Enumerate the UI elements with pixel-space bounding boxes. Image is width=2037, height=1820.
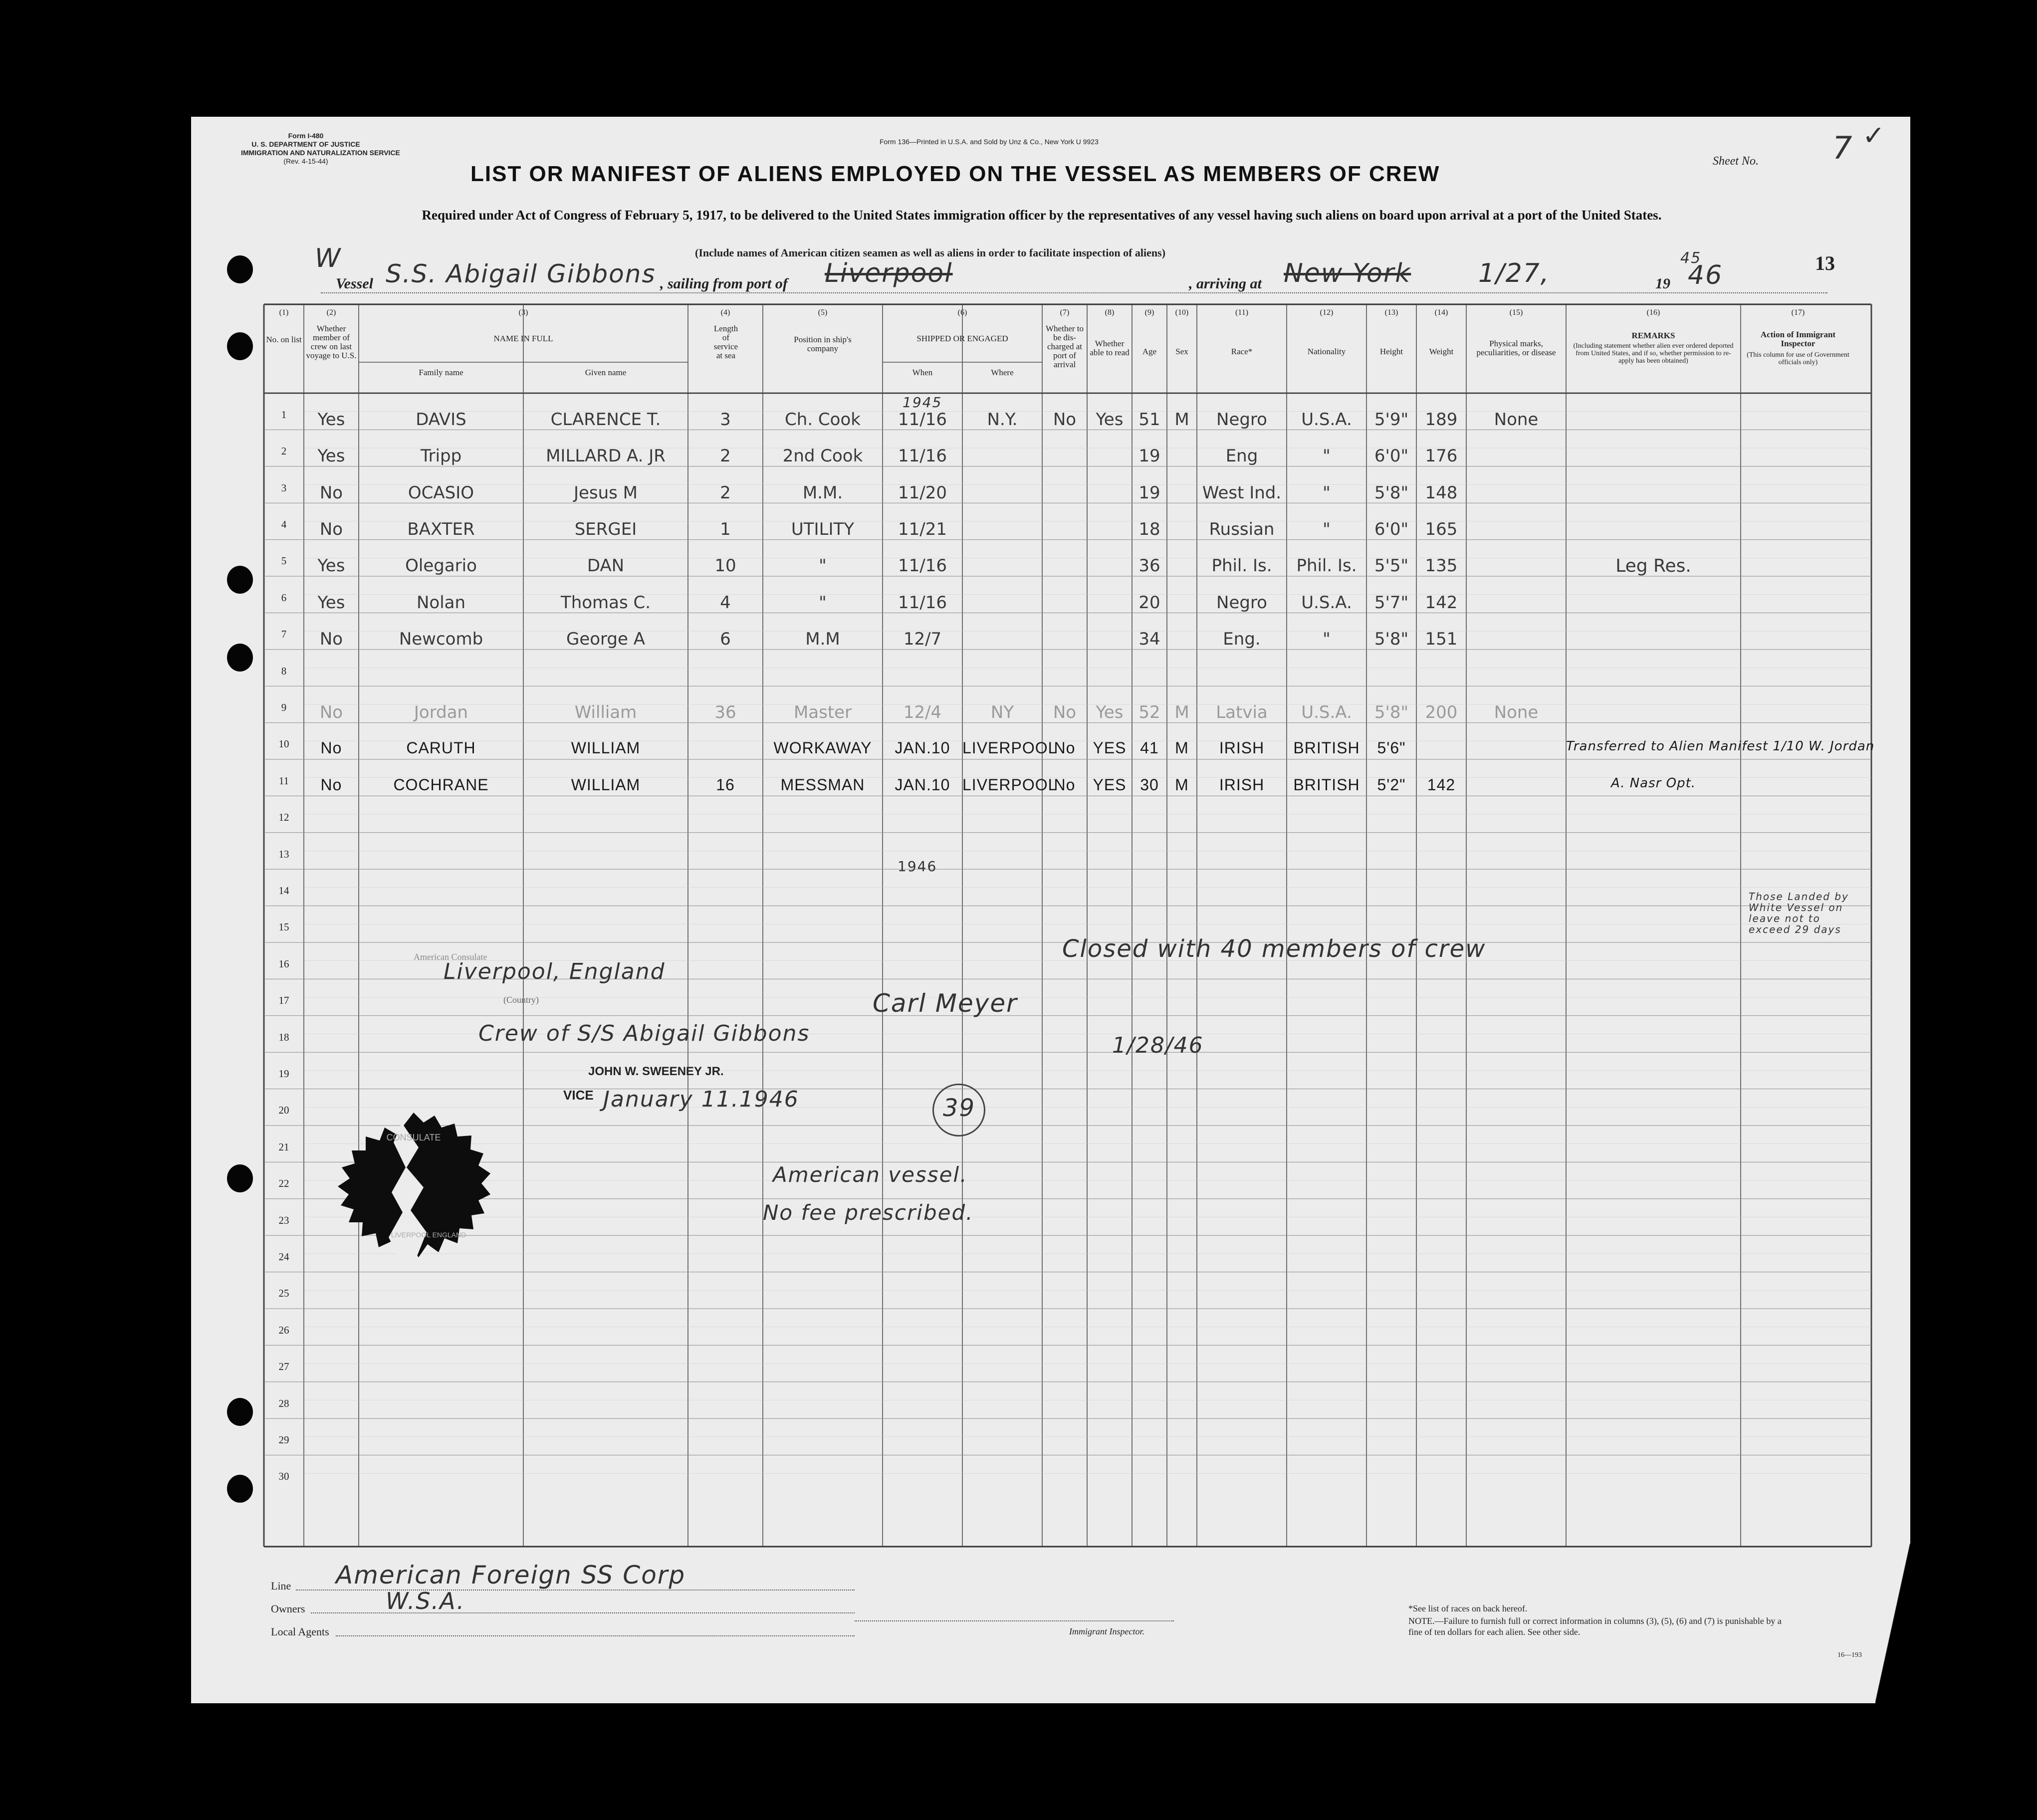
sailing-label: , sailing from port of	[660, 275, 788, 292]
col-1-head: No. on list	[266, 335, 302, 344]
punch-hole	[227, 1398, 253, 1426]
form-number: Form I-480	[288, 132, 324, 140]
cell-weight: 200	[1425, 702, 1458, 722]
cell-when: JAN.10	[895, 775, 950, 794]
col-14-num: (14)	[1434, 308, 1448, 317]
year-note-1946: 1946	[898, 858, 937, 875]
cell-height: 5'7"	[1374, 592, 1409, 613]
cell-prev: No	[319, 629, 343, 650]
col-3-family: Family name	[419, 368, 463, 377]
circled-count-text: 39	[943, 1094, 976, 1122]
row-number: 4	[281, 518, 287, 530]
cell-read: Yes	[1096, 409, 1124, 430]
col-17-head: Action of Immigrant Inspector	[1760, 330, 1836, 348]
row-number: 10	[278, 738, 289, 750]
agents-rule	[336, 1635, 855, 1636]
cell-age: 52	[1138, 702, 1160, 722]
vessel-mark: W	[315, 243, 342, 273]
row-number: 15	[278, 921, 289, 933]
cell-position: 2nd Cook	[782, 446, 863, 466]
cell-race: Latvia	[1216, 702, 1268, 722]
penalty-note: NOTE.—Failure to furnish full or correct information in columns (3), (5), (6) and (7) is punishable by a fine of ten dollars for each alien. See other side.	[1408, 1616, 1782, 1637]
vessel-label: Vessel	[336, 275, 373, 292]
cell-position: WORKAWAY	[773, 739, 872, 757]
cell-where: LIVERPOOL	[962, 739, 1058, 757]
cell-height: 5'2"	[1377, 775, 1406, 794]
col-8-num: (8)	[1105, 308, 1115, 317]
races-note: *See list of races on back hereof.	[1408, 1603, 1528, 1613]
cell-age: 34	[1138, 629, 1160, 650]
cell-position: Master	[793, 702, 852, 722]
cell-family: Olegario	[405, 556, 477, 576]
col-6-when: When	[912, 368, 933, 377]
cell-position: Ch. Cook	[785, 409, 861, 430]
cell-given: William	[574, 702, 637, 722]
row-number: 28	[278, 1397, 289, 1409]
cell-read: Yes	[1096, 702, 1124, 722]
cell-weight: 135	[1425, 556, 1458, 576]
cell-nationality: "	[1323, 482, 1331, 503]
col-17-num: (17)	[1791, 308, 1805, 317]
manifest-page	[191, 117, 1910, 1703]
cell-race: IRISH	[1219, 775, 1265, 794]
col-13-head: Height	[1379, 347, 1403, 356]
cell-age: 18	[1138, 519, 1160, 539]
cell-age: 51	[1138, 409, 1160, 430]
cell-position: "	[819, 556, 827, 576]
cell-service: 2	[720, 446, 731, 466]
cell-sex: M	[1175, 775, 1189, 794]
col-16-sub: (Including statement whether alien ever ordered deported from United States, and if so, whether permission to re-apply has been obtained)	[1573, 342, 1734, 365]
liverpool-england: Liverpool, England	[444, 959, 666, 984]
col-1-num: (1)	[279, 308, 289, 317]
cell-family: BAXTER	[407, 519, 475, 539]
crew-table	[264, 304, 1875, 1547]
cell-age: 19	[1138, 446, 1160, 466]
row-number: 14	[278, 884, 289, 897]
row-number: 2	[281, 445, 287, 457]
row-number: 24	[278, 1250, 289, 1263]
col-5-num: (5)	[818, 308, 828, 317]
col-2-num: (2)	[326, 308, 336, 317]
year-printed: 19	[1655, 275, 1670, 292]
master-line: Crew of S/S Abigail Gibbons	[478, 1021, 810, 1046]
cell-discharged: No	[1053, 409, 1077, 430]
col-14-head: Weight	[1429, 347, 1454, 356]
col-6-num: (6)	[957, 308, 967, 317]
cell-when: 11/16	[898, 409, 947, 430]
year-struck: 45	[1680, 249, 1702, 267]
form-revision: (Rev. 4-15-44)	[283, 157, 328, 165]
cell-when: 11/20	[898, 482, 947, 503]
cell-prev: No	[319, 482, 343, 503]
cell-position: "	[819, 592, 827, 613]
row-number: 20	[278, 1104, 289, 1117]
row-number: 3	[281, 481, 287, 494]
col-11-head: Race*	[1231, 347, 1253, 356]
cell-discharged: No	[1053, 702, 1077, 722]
col-7-head: Whether to be dis-charged at port of arrival	[1046, 324, 1084, 369]
col-9-head: Age	[1142, 347, 1157, 356]
col-4-head: Length of service at sea	[713, 324, 738, 360]
cell-position: MESSMAN	[780, 775, 865, 794]
cell-race: Negro	[1216, 409, 1267, 430]
form-ident	[241, 132, 400, 166]
line-label: Line	[271, 1580, 291, 1592]
year-note-1945: 1945	[903, 394, 942, 411]
row-number: 23	[278, 1214, 289, 1226]
cell-remarks: Transferred to Alien Manifest 1/10 W. Jordan	[1566, 739, 1875, 754]
cell-given: WILLIAM	[571, 739, 641, 757]
folded-corner	[1875, 1544, 1910, 1703]
arrival-date: 1/27,	[1478, 258, 1550, 288]
cell-age: 41	[1140, 739, 1159, 757]
consul-date: January 11.1946	[603, 1087, 799, 1112]
sheet-label: Sheet No.	[1713, 155, 1759, 168]
cell-prev: Yes	[317, 592, 345, 613]
consul-name: JOHN W. SWEENEY JR.	[588, 1065, 724, 1078]
cell-nationality: Phil. Is.	[1296, 556, 1357, 576]
cell-age: 20	[1138, 592, 1160, 613]
cell-given: DAN	[587, 556, 625, 576]
cell-service: 36	[714, 702, 736, 722]
line-rule	[296, 1590, 855, 1591]
row-number: 29	[278, 1433, 289, 1446]
col-10-num: (10)	[1175, 308, 1189, 317]
col-3-num: (3)	[518, 308, 528, 317]
row-number: 21	[278, 1140, 289, 1153]
cell-nationality: U.S.A.	[1301, 409, 1352, 430]
printer-note: Form 136—Printed in U.S.A. and Sold by Unz & Co., New York U 9923	[880, 138, 1099, 146]
cell-nationality: U.S.A.	[1301, 702, 1352, 722]
cell-marks: None	[1494, 409, 1539, 430]
cell-where: LIVERPOOL	[962, 775, 1058, 794]
cell-service: 3	[720, 409, 731, 430]
cell-position: M.M	[805, 629, 840, 650]
col-12-num: (12)	[1320, 308, 1334, 317]
cell-discharged: No	[1054, 775, 1076, 794]
row-number: 9	[281, 701, 287, 713]
cell-remarks: Leg Res.	[1615, 556, 1691, 577]
cell-weight: 148	[1425, 482, 1458, 503]
cell-position: M.M.	[802, 482, 843, 503]
cell-family: OCASIO	[408, 482, 474, 503]
col-15-num: (15)	[1509, 308, 1523, 317]
col-9-num: (9)	[1144, 308, 1154, 317]
cell-family: Jordan	[414, 702, 468, 722]
row-number: 11	[278, 774, 289, 787]
cell-sex: M	[1174, 702, 1189, 722]
form-title: LIST OR MANIFEST OF ALIENS EMPLOYED ON THE VESSEL AS MEMBERS OF CREW	[470, 162, 1440, 186]
col-16-head: REMARKS	[1631, 331, 1675, 340]
agents-label: Local Agents	[271, 1625, 329, 1638]
cell-race: Negro	[1216, 592, 1267, 613]
cell-given: Thomas C.	[560, 592, 651, 613]
cell-race: IRISH	[1219, 739, 1265, 757]
vessel-name: S.S. Abigail Gibbons	[386, 259, 656, 288]
cell-race: Eng.	[1223, 629, 1261, 650]
row-number: 16	[278, 957, 289, 970]
cell-service: 6	[720, 629, 731, 650]
cell-nationality: "	[1323, 629, 1331, 650]
cell-when: JAN.10	[895, 739, 950, 757]
row-number: 30	[278, 1470, 289, 1483]
cell-position: UTILITY	[791, 519, 855, 539]
form-department: U. S. DEPARTMENT OF JUSTICE	[251, 140, 360, 148]
no-fee-note: No fee prescribed.	[763, 1200, 974, 1225]
cell-family: Newcomb	[399, 629, 483, 650]
row-number: 5	[281, 555, 287, 567]
cell-family: CARUTH	[406, 739, 476, 757]
punch-hole	[227, 1164, 253, 1192]
cell-when: 11/21	[898, 519, 947, 539]
cell-weight: 142	[1425, 592, 1458, 613]
row-number: 25	[278, 1287, 289, 1300]
include-note: (Include names of American citizen seamen as well as aliens in order to facilitate inspection of aliens)	[695, 246, 1166, 259]
col-8-head: Whether able to read	[1090, 339, 1130, 357]
cell-service: 1	[720, 519, 731, 539]
cell-nationality: "	[1323, 446, 1331, 466]
cell-height: 5'9"	[1374, 409, 1409, 430]
cell-height: 6'0"	[1374, 519, 1409, 539]
col-3-head: NAME IN FULL	[493, 334, 553, 343]
row-number: 6	[281, 591, 287, 604]
col-7-num: (7)	[1060, 308, 1070, 317]
cell-remarks: A. Nasr Opt.	[1610, 775, 1696, 791]
cell-weight: 142	[1427, 775, 1456, 794]
cell-sex: M	[1175, 739, 1189, 757]
cell-race: Russian	[1209, 519, 1275, 539]
form-subtitle: Required under Act of Congress of February 5, 1917, to be delivered to the United States immigration officer by the representatives of any vessel having such aliens on board upon arrival at a port of the United States.	[422, 208, 1662, 223]
cell-prev: Yes	[317, 446, 345, 466]
col-15-head: Physical marks, peculiarities, or disease	[1476, 339, 1556, 357]
cell-prev: No	[319, 702, 343, 722]
inspector-rule	[855, 1620, 1174, 1621]
cell-weight: 189	[1425, 409, 1458, 430]
circled-count	[932, 1084, 985, 1137]
col-6-head: SHIPPED OR ENGAGED	[916, 334, 1008, 343]
seal-text-top: CONSULATE	[386, 1133, 441, 1142]
cell-height: 5'8"	[1374, 482, 1409, 503]
cell-service: 16	[716, 775, 735, 794]
cell-race: Eng	[1225, 446, 1258, 466]
cell-when: 12/7	[903, 629, 942, 650]
row-number: 8	[281, 665, 287, 677]
cell-height: 5'5"	[1374, 556, 1409, 576]
closed-note: Closed with 40 members of crew	[1062, 935, 1486, 963]
cell-family: Nolan	[416, 592, 466, 613]
cell-read: YES	[1093, 739, 1127, 757]
cell-service: 4	[720, 592, 731, 613]
cell-service: 2	[720, 482, 731, 503]
col-13-num: (13)	[1384, 308, 1398, 317]
cell-weight: 176	[1425, 446, 1458, 466]
row-number: 13	[278, 848, 289, 860]
cell-when: 11/16	[898, 556, 947, 576]
cell-prev: No	[320, 739, 342, 757]
cell-height: 5'8"	[1374, 702, 1409, 722]
col-6-where: Where	[991, 368, 1014, 377]
inspector-date: 1/28/46	[1112, 1033, 1204, 1058]
cell-when: 12/4	[903, 702, 942, 722]
cell-nationality: U.S.A.	[1301, 592, 1352, 613]
cell-prev: No	[319, 519, 343, 539]
col-3-given: Given name	[585, 368, 627, 377]
row-number: 17	[278, 994, 289, 1007]
col-10-head: Sex	[1175, 347, 1188, 356]
row-number: 12	[278, 811, 289, 824]
cell-nationality: BRITISH	[1293, 739, 1360, 757]
cell-age: 36	[1138, 556, 1160, 576]
line-value: American Foreign SS Corp	[336, 1561, 686, 1590]
col-12-head: Nationality	[1307, 347, 1346, 356]
cell-family: Tripp	[420, 446, 462, 466]
punch-hole	[227, 255, 253, 283]
sailing-port: Liverpool	[825, 258, 953, 288]
row-number: 27	[278, 1361, 289, 1373]
cell-read: YES	[1093, 775, 1127, 794]
cell-when: 11/16	[898, 592, 947, 613]
cell-prev: Yes	[317, 409, 345, 430]
cell-given: WILLIAM	[571, 775, 641, 794]
cell-sex: M	[1174, 409, 1189, 430]
cell-nationality: "	[1323, 519, 1331, 539]
row-number: 18	[278, 1031, 289, 1043]
col-4-num: (4)	[720, 308, 730, 317]
punch-hole	[227, 566, 253, 594]
sheet-tick: ✓	[1862, 120, 1886, 151]
row-number: 19	[278, 1067, 289, 1080]
punch-hole	[227, 644, 253, 672]
owners-label: Owners	[271, 1602, 305, 1615]
inspector-signature: Carl Meyer	[873, 989, 1018, 1018]
cell-when: 11/16	[898, 446, 947, 466]
consulate-stamp: American Consulate	[414, 952, 487, 962]
cell-weight: 165	[1425, 519, 1458, 539]
cell-age: 30	[1140, 775, 1159, 794]
american-vessel-note: American vessel.	[773, 1162, 968, 1187]
form-service: IMMIGRATION AND NATURALIZATION SERVICE	[241, 149, 400, 157]
arriving-label: , arriving at	[1189, 275, 1262, 292]
punch-hole	[227, 1475, 253, 1503]
cell-where: NY	[990, 702, 1014, 722]
cell-given: George A	[566, 629, 645, 650]
corner-number: 13	[1815, 252, 1835, 274]
cell-height: 5'6"	[1377, 739, 1406, 757]
consulate-country: (Country)	[503, 995, 539, 1005]
cell-prev: Yes	[317, 556, 345, 576]
punch-hole	[227, 332, 253, 360]
row-number: 22	[278, 1177, 289, 1190]
cell-height: 6'0"	[1374, 446, 1409, 466]
col-2-head: Whether member of crew on last voyage to U.S.	[306, 324, 357, 360]
cell-given: SERGEI	[574, 519, 637, 539]
cell-given: MILLARD A. JR	[546, 446, 666, 466]
cell-discharged: No	[1054, 739, 1076, 757]
cell-given: Jesus M	[573, 482, 638, 503]
seal-text-bottom: LIVERPOOL ENGLAND	[391, 1231, 466, 1239]
cell-marks: None	[1494, 702, 1539, 722]
col17-note: Those Landed by White Vessel on leave not to exceed 29 days	[1749, 891, 1849, 935]
consular-seal	[304, 1113, 523, 1292]
inspector-label: Immigrant Inspector.	[1069, 1626, 1144, 1636]
owners-value: W.S.A.	[386, 1588, 465, 1614]
row-number: 1	[281, 408, 287, 421]
col-11-num: (11)	[1235, 308, 1249, 317]
col-17-sub: (This column for use of Government officials only)	[1747, 351, 1849, 366]
cell-race: West Ind.	[1202, 482, 1282, 503]
vessel-line-rule	[321, 292, 1827, 293]
row-number: 7	[281, 628, 287, 641]
row-number: 26	[278, 1324, 289, 1336]
cell-race: Phil. Is.	[1211, 556, 1272, 576]
col-5-head: Position in ship's company	[794, 335, 852, 353]
cell-age: 19	[1138, 482, 1160, 503]
cell-family: COCHRANE	[393, 775, 489, 794]
cell-prev: No	[320, 775, 342, 794]
year-written: 46	[1688, 260, 1723, 290]
cell-given: CLARENCE T.	[550, 409, 661, 430]
consul-title: VICE	[563, 1088, 594, 1103]
form-code: 16—193	[1837, 1651, 1862, 1659]
arriving-port: New York	[1284, 258, 1411, 288]
sheet-number: 7	[1832, 130, 1853, 166]
cell-nationality: BRITISH	[1293, 775, 1360, 794]
cell-weight: 151	[1425, 629, 1458, 650]
cell-where: N.Y.	[987, 409, 1018, 430]
col-16-num: (16)	[1646, 308, 1660, 317]
cell-height: 5'8"	[1374, 629, 1409, 650]
cell-service: 10	[714, 556, 736, 576]
cell-family: DAVIS	[416, 409, 466, 430]
